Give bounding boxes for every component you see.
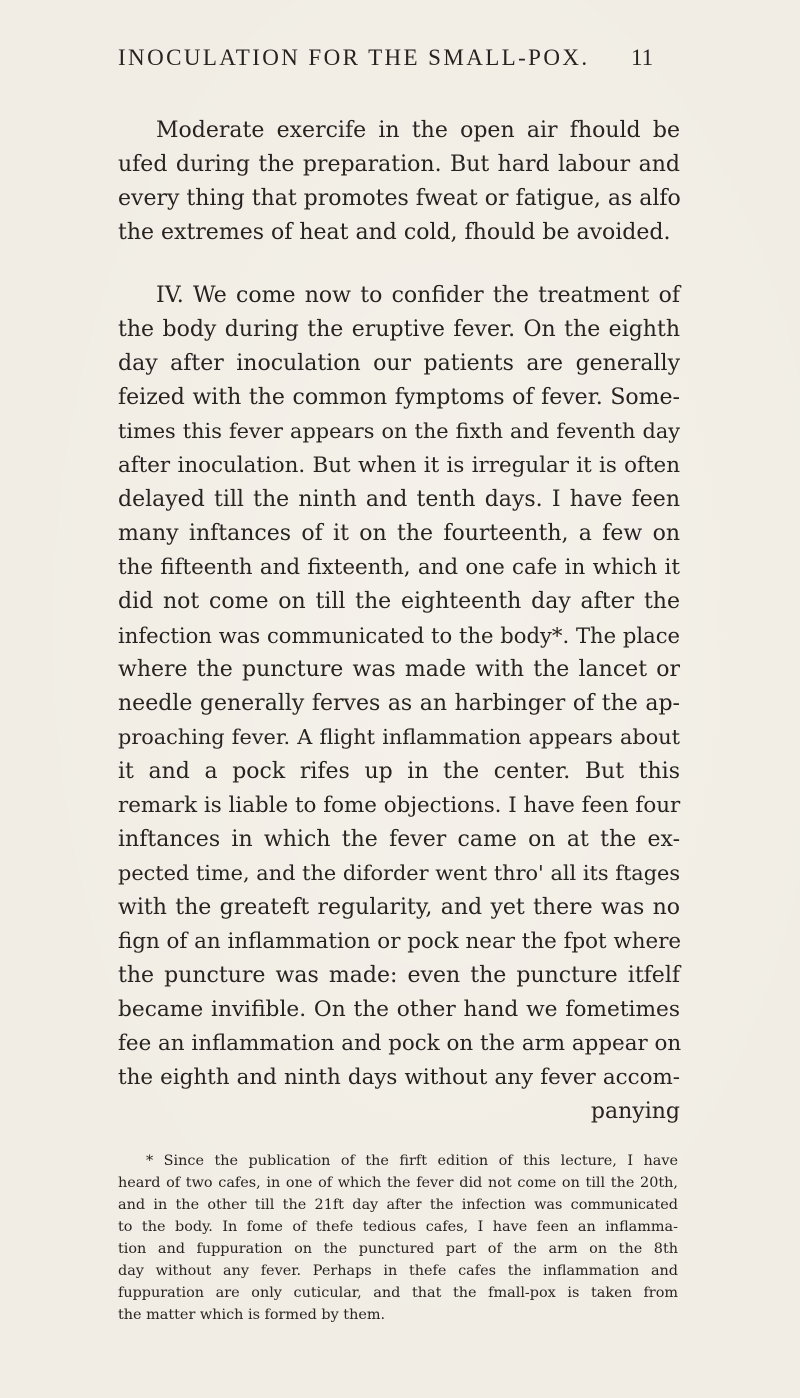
text-line: delayed till the ninth and tenth days. I have feen — [118, 487, 680, 512]
text-line: the fifteenth and fixteenth, and one cafe in which it — [118, 555, 680, 580]
footnote-line: and in the other till the 21ft day after the infection was communicated — [118, 1197, 678, 1213]
text-line: remark is liable to fome objections. I have feen four — [118, 793, 681, 818]
text-line: the eighth and ninth days without any fever accom- — [118, 1065, 680, 1090]
text-line: needle generally ferves as an harbinger of the ap- — [118, 691, 680, 716]
text-line: ufed during the preparation. But hard labour and — [118, 152, 680, 177]
footnote-line: the matter which is formed by them. — [118, 1307, 386, 1323]
running-title: INOCULATION FOR THE SMALL-POX. — [118, 45, 590, 70]
footnote-line: heard of two cafes, in one of which the fever did not come on till the 20th, — [118, 1175, 678, 1191]
text-line: fee an inflammation and pock on the arm appear on — [118, 1031, 682, 1056]
text-line: infection was communicated to the body*. The place — [118, 623, 680, 648]
text-line: fign of an inflammation or pock near the fpot where — [118, 929, 682, 954]
text-line: it and a pock rifes up in the center. But this — [118, 759, 680, 784]
text-line: the extremes of heat and cold, fhould be avoided. — [118, 220, 671, 245]
text-line: day after inoculation our patients are generally — [118, 351, 680, 376]
text-line: with the greateft regularity, and yet there was no — [118, 895, 680, 920]
text-line: Moderate exercife in the open air fhould be — [156, 118, 680, 143]
text-line: the body during the eruptive fever. On the eighth — [118, 317, 680, 342]
text-line: times this fever appears on the fixth and feventh day — [118, 419, 680, 443]
text-line: proaching fever. A flight inflammation appears about — [118, 725, 680, 749]
text-line: feized with the common fymptoms of fever. Some- — [118, 385, 680, 410]
text-line: the puncture was made: even the puncture itfelf — [118, 963, 680, 988]
footnote-line: to the body. In fome of thefe tedious cafes, I have feen an inflamma- — [118, 1219, 678, 1235]
text-line: inftances in which the fever came on at the ex- — [118, 827, 680, 852]
text-line: IV. We come now to confider the treatment of — [156, 283, 680, 308]
text-line: did not come on till the eighteenth day after the — [118, 589, 680, 614]
text-line: pected time, and the diforder went thro' all its ftages — [118, 861, 680, 885]
footnote-line: * Since the publication of the firft edition of this lecture, I have — [146, 1153, 678, 1169]
text-line: after inoculation. But when it is irregular it is often — [118, 453, 680, 478]
text-line: where the puncture was made with the lancet or — [118, 657, 680, 682]
text-line: became invifible. On the other hand we fometimes — [118, 997, 680, 1022]
footnote-line: tion and fuppuration on the punctured part of the arm on the 8th — [118, 1241, 678, 1257]
text-line: every thing that promotes fweat or fatigue, as alfo — [118, 186, 681, 211]
page-number: 11 — [631, 45, 654, 70]
footnote-line: fuppuration are only cuticular, and that the fmall-pox is taken from — [118, 1285, 678, 1301]
text-line: many inftances of it on the fourteenth, a few on — [118, 521, 680, 546]
catchword: panying — [590, 1099, 680, 1124]
footnote-line: day without any fever. Perhaps in thefe cafes the inflammation and — [118, 1263, 678, 1279]
